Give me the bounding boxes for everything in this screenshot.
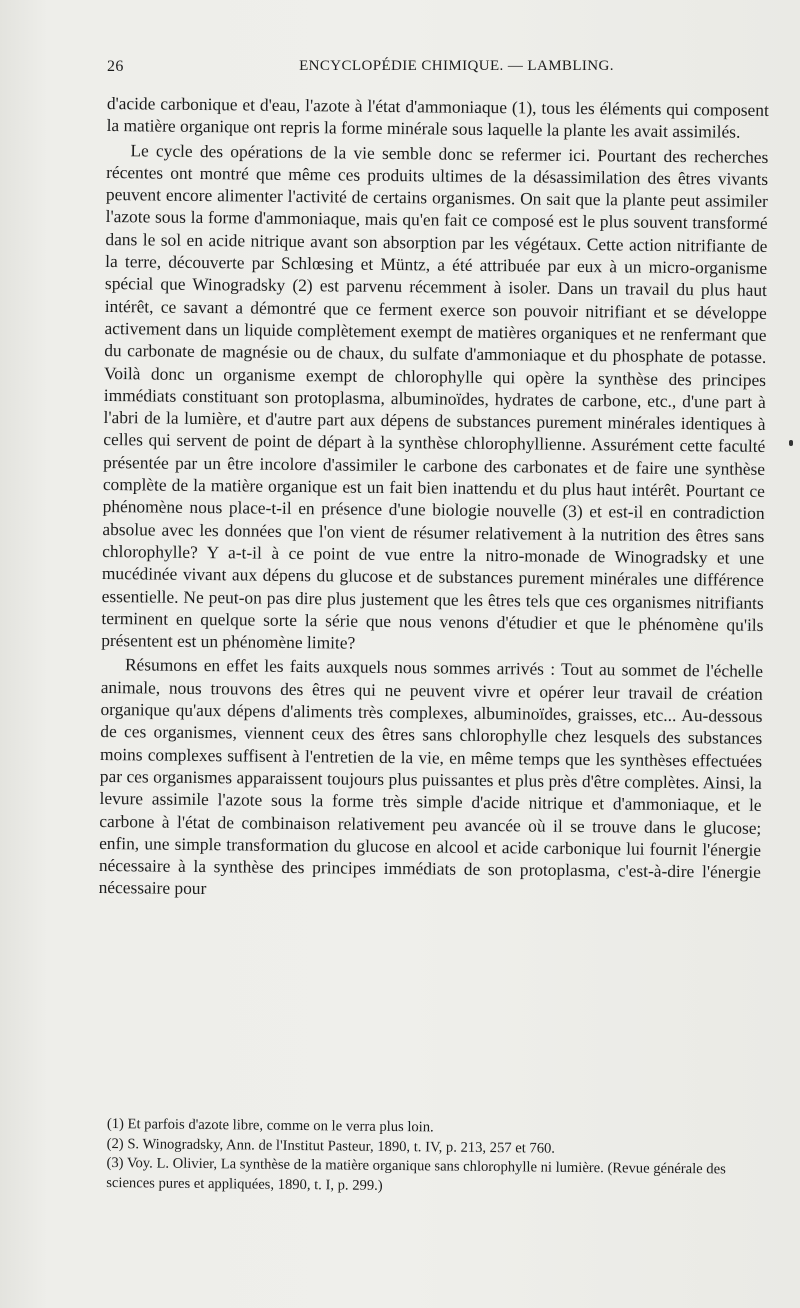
footnotes [106,1115,769,1200]
footnote-3: (3) Voy. L. Olivier, La synthèse de la matière organique sans chlorophylle ni lumière. (Revue générale des sciences pures et appliquées, 1890, t. I, p. 299.) [106,1155,726,1194]
body-text [99,92,769,906]
paragraph-3: Résumons en effet les faits auxquels nous sommes arrivés : Tout au sommet de l'échelle animale, nous trouvons des êtres qui ne peuvent vivre et opérer leur travail de création organique qu'aux dépens d'aliments très complexes, albuminoïdes, graisses, etc... Au-dessous de ces organismes, viennent ceux des êtres sans chlorophylle chez lesquels des substances moins complexes suffisent à l'entretien de la vie, en même temps que les synthèses effectuées par ces organismes apparaissent toujours plus puissantes et plus près d'être complètes. Ainsi, la levure assimile l'azote sous la forme très simple d'acide nitrique et d'ammoniaque, et le carbone à l'état de combinaison relativement peu avancée où il se trouve dans le glucose; enfin, une simple transformation du glucose en alcool et acide carbonique lui fournit l'énergie nécessaire à la synthèse des principes immédiats de son protoplasma, c'est-à-dire l'énergie nécessaire pour [98,654,764,899]
running-title: ENCYCLOPÉDIE CHIMIQUE. — LAMBLING. [299,58,614,74]
page-number: 26 [107,58,124,75]
footnote-1: (1) Et parfois d'azote libre, comme on le verra plus loin. [106,1116,434,1136]
paragraph-2: Le cycle des opérations de la vie semble donc se refermer ici. Pourtant des recherches récentes ont montré que même ces produits ultimes de la désassimilation des êtres vivants peuvent encore alimenter l'activité de certains organismes. On sait que la plante peut assimiler l'azote sous la forme d'ammoniaque, mais qu'en fait ce composé est le plus souvent transformé dans le sol en acide nitrique avant son absorption par les végétaux. Cette action nitrifiante de la terre, découverte par Schlœsing et Müntz, a été attribuée par eux à un micro-organisme spécial que Winogradsky (2) est parvenu récemment à isoler. Dans un travail du plus haut intérêt, ce savant a démontré que ce ferment exerce son pouvoir nitrifiant et se développe activement dans un liquide complètement exempt de matières organiques et ne renfermant que du carbonate de magnésie ou de chaux, du sulfate d'ammoniaque et du phosphate de potasse. Voilà donc un organisme exempt de chlorophylle qui opère la synthèse des principes immédiats constituant son protoplasma, albuminoïdes, hydrates de carbone, etc., d'une part à l'abri de la lumière, et d'autre part aux dépens de substances purement minérales identiques à celles qui servent de point de départ à la synthèse chlorophyllienne. Assurément cette faculté présentée par un être incolore d'assimiler le carbone des carbonates et de faire une synthèse complète de la matière organique est un fait bien inattendu et du plus haut intérêt. Pourtant ce phénomène nous place-t-il en présence d'une biologie nouvelle (3) et est-il en contradiction absolue avec les données que l'on vient de résumer relativement à la nutrition des êtres sans chlorophylle? Y a-t-il à ce point de vue entre la nitro-monade de Winogradsky et une mucédinée vivant aux dépens du glucose et de substances purement minérales une différence essentielle. Ne peut-on pas dire plus justement que les êtres tels que ces organismes nitrifiants terminent en quelque sorte la série que nous venons d'étudier et que le phénomène qu'ils présentent est un phénomène limite? [101,139,769,653]
ink-speck [789,440,793,446]
paragraph-1: d'acide carbonique et d'eau, l'azote à l'état d'ammoniaque (1), tous les éléments qui composent la matière organique ont repris la forme minérale sous laquelle la plante les avait assimilés. [106,92,769,142]
footnote-2: (2) S. Winogradsky, Ann. de l'Institut Pasteur, 1890, t. IV, p. 213, 257 et 760. [106,1135,556,1157]
page-header [107,58,766,80]
